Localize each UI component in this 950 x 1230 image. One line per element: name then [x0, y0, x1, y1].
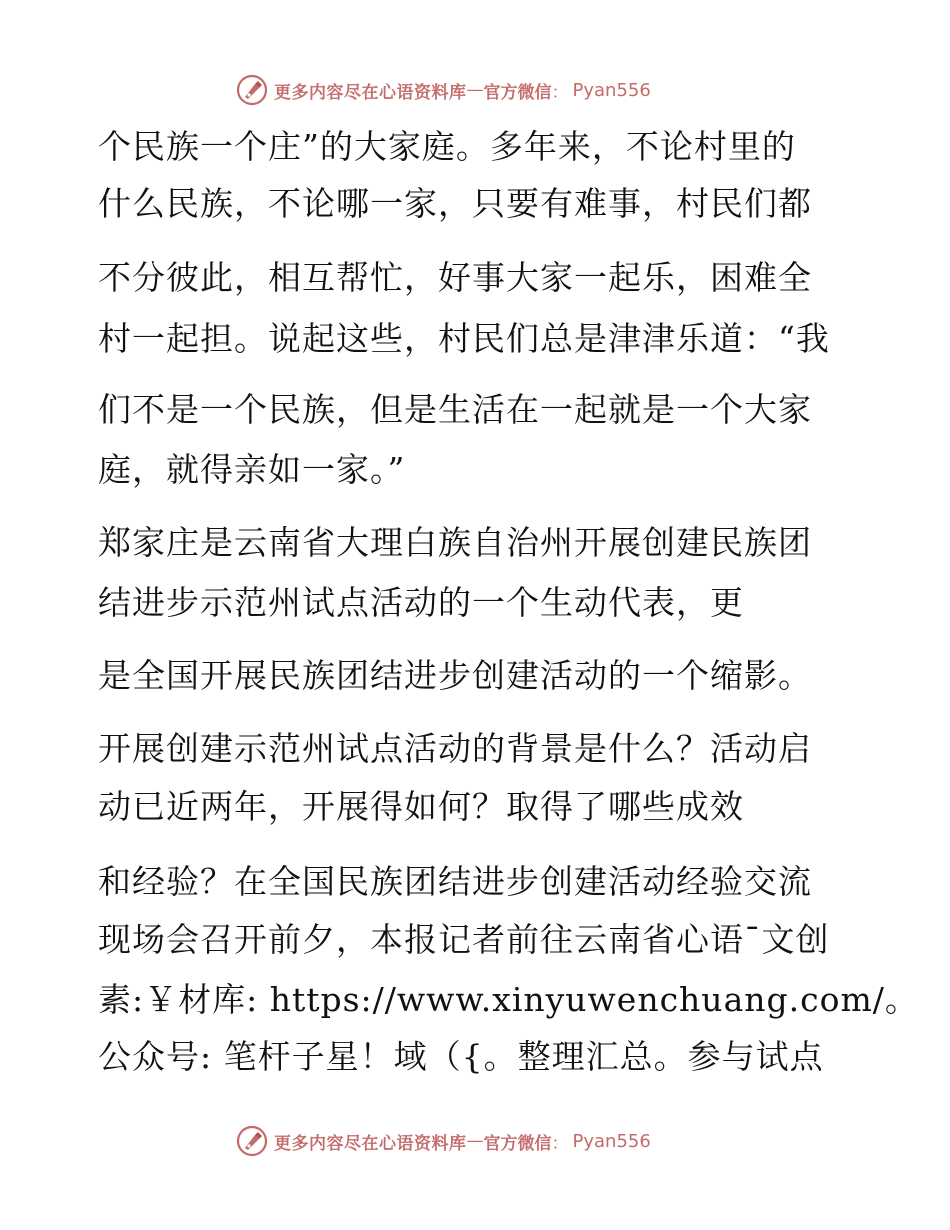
body-text-line: 现场会召开前夕，本报记者前往云南省心语¯文创 — [98, 920, 830, 959]
banner-wechat-handle: Pyan556 — [572, 1130, 651, 1152]
body-text-line: 个民族一个庄”的大家庭。多年来，不论村里的 — [98, 127, 796, 166]
banner-colon: ： — [551, 82, 569, 103]
body-text-line: 不分彼此，相互帮忙，好事大家一起乐，困难全 — [98, 258, 812, 297]
banner-wechat-label: 官方微信 — [483, 1133, 552, 1154]
header-watermark-banner — [236, 72, 651, 108]
banner-wechat-handle: Pyan556 — [572, 79, 651, 101]
pen-nib-logo-icon — [236, 1125, 268, 1157]
body-text-line: 村一起担。说起这些，村民们总是津津乐道：“我 — [98, 319, 830, 358]
body-text-line: 公众号: 笔杆子星！域（{。整理汇总。参与试点 — [98, 1037, 824, 1076]
footer-watermark-banner — [236, 1123, 651, 1159]
body-text-line: 和经验？在全国民族团结进步创建活动经验交流 — [98, 862, 812, 901]
body-text-line: 开展创建示范州试点活动的背景是什么？活动启 — [98, 729, 812, 768]
banner-colon: ： — [551, 1133, 569, 1154]
banner-dash: — — [466, 80, 484, 100]
body-text-line: 们不是一个民族，但是生活在一起就是一个大家 — [98, 390, 812, 429]
body-text-line: 庭，就得亲如一家。” — [98, 450, 406, 489]
body-text-line: 是全国开展民族团结进步创建活动的一个缩影。 — [98, 656, 812, 695]
pen-nib-logo-icon — [236, 74, 268, 106]
body-text-line: 结进步示范州试点活动的一个生动代表，更 — [98, 583, 744, 622]
body-text-line: 郑家庄是云南省大理白族自治州开展创建民族团 — [98, 523, 812, 562]
body-text-line: 素:￥材库: https://www.xinyuwenchuang.com/。 — [98, 980, 919, 1019]
banner-dash: — — [466, 1131, 484, 1151]
body-text-line: 动已近两年，开展得如何？取得了哪些成效 — [98, 787, 744, 826]
banner-title: 更多内容尽在心语资料库 — [274, 1133, 467, 1154]
body-text-line: 什么民族，不论哪一家，只要有难事，村民们都 — [98, 184, 812, 223]
banner-title: 更多内容尽在心语资料库 — [274, 82, 467, 103]
banner-wechat-label: 官方微信 — [483, 82, 552, 103]
